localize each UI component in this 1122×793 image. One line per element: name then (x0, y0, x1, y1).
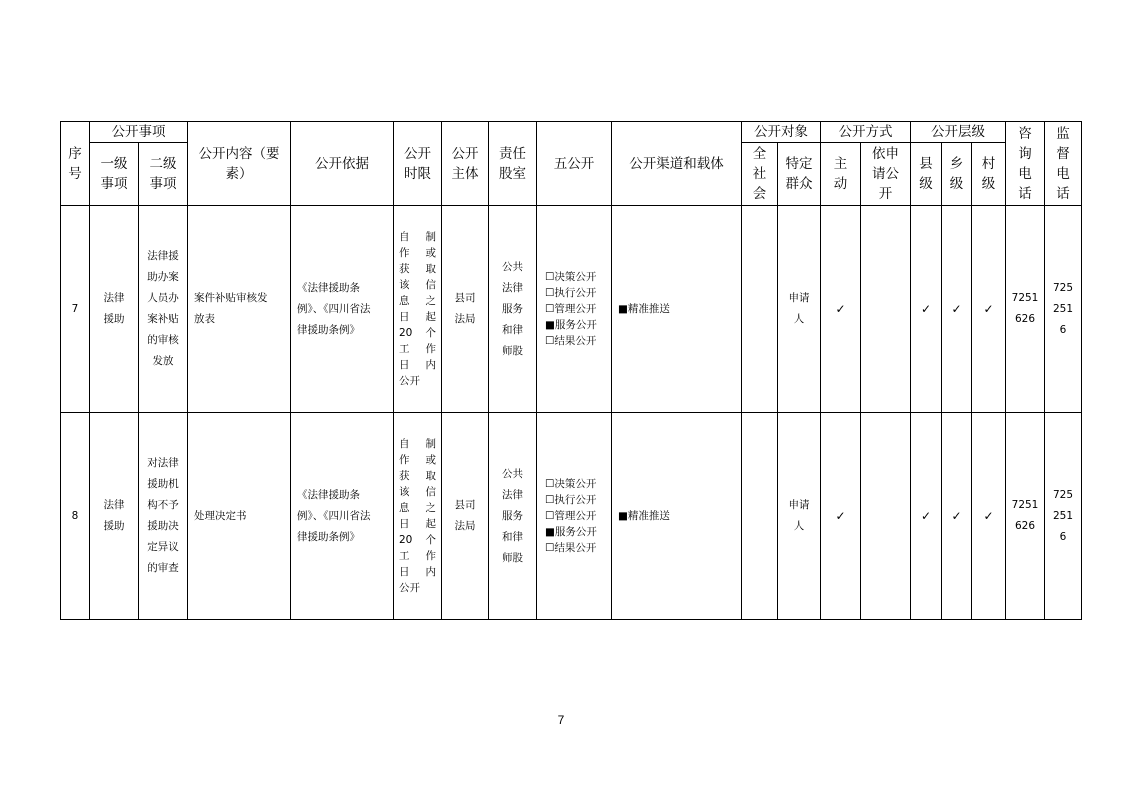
row-time-limit: 自 制 作 或 获 取 该 信 息 之 日 起 20 个 工 作 日 内 公开 (394, 206, 442, 413)
row-level1: 法律 援助 (90, 206, 139, 413)
row-five-open: ☐决策公开 ☐执行公开 ☐管理公开 ■服务公开 ☐结果公开 (537, 206, 612, 413)
row-consult-phone: 7251 626 (1006, 206, 1045, 413)
row-seq: 8 (61, 413, 90, 620)
header-township: 乡 级 (942, 143, 972, 206)
header-supervise-phone: 监 督 电 话 (1045, 122, 1082, 206)
row-dept: 公共 法律 服务 和律 师股 (489, 413, 537, 620)
disclosure-table (60, 121, 1082, 620)
row-basis: 《法律援助条 例》、《四川省法 律援助条例》 (291, 413, 394, 620)
row-county-check-icon: ✓ (911, 206, 942, 413)
row-whole-society (742, 206, 778, 413)
header-level2: 二级 事项 (139, 143, 188, 206)
row-level1: 法律 援助 (90, 413, 139, 620)
row-apply (861, 206, 911, 413)
table-row (61, 206, 1082, 413)
row-consult-phone: 7251 626 (1006, 413, 1045, 620)
header-group-level: 公开层级 (911, 122, 1006, 143)
header-group-target: 公开对象 (742, 122, 821, 143)
page-number: 7 (557, 713, 565, 727)
header-consult-phone: 咨 询 电 话 (1006, 122, 1045, 206)
row-seq: 7 (61, 206, 90, 413)
header-specific: 特定 群众 (778, 143, 821, 206)
header-subject: 公开 主体 (442, 122, 489, 206)
row-specific: 申请 人 (778, 413, 821, 620)
row-subject: 县司 法局 (442, 206, 489, 413)
row-township-check-icon: ✓ (942, 206, 972, 413)
row-level2: 法律援 助办案 人员办 案补贴 的审核 发放 (139, 206, 188, 413)
header-channel: 公开渠道和载体 (612, 122, 742, 206)
header-time-limit: 公开 时限 (394, 122, 442, 206)
header-whole-society: 全 社 会 (742, 143, 778, 206)
row-channel: ■精准推送 (612, 206, 742, 413)
row-dept: 公共 法律 服务 和律 师股 (489, 206, 537, 413)
row-whole-society (742, 413, 778, 620)
row-time-limit: 自 制 作 或 获 取 该 信 息 之 日 起 20 个 工 作 日 内 公开 (394, 413, 442, 620)
header-five-open: 五公开 (537, 122, 612, 206)
table-row (61, 413, 1082, 620)
row-active-check-icon: ✓ (821, 413, 861, 620)
header-basis: 公开依据 (291, 122, 394, 206)
header-dept: 责任 股室 (489, 122, 537, 206)
header-content: 公开内容（要 素） (188, 122, 291, 206)
header-level1: 一级 事项 (90, 143, 139, 206)
row-five-open: ☐决策公开 ☐执行公开 ☐管理公开 ■服务公开 ☐结果公开 (537, 413, 612, 620)
row-channel: ■精准推送 (612, 413, 742, 620)
row-basis: 《法律援助条 例》、《四川省法 律援助条例》 (291, 206, 394, 413)
row-level2: 对法律 援助机 构不予 援助决 定异议 的审查 (139, 413, 188, 620)
row-supervise-phone: 725 251 6 (1045, 206, 1082, 413)
row-village-check-icon: ✓ (972, 413, 1006, 620)
header-group-items: 公开事项 (90, 122, 188, 143)
row-content: 处理决定书 (188, 413, 291, 620)
row-content: 案件补贴审核发 放表 (188, 206, 291, 413)
header-seq: 序 号 (61, 122, 90, 206)
row-supervise-phone: 725 251 6 (1045, 413, 1082, 620)
row-active-check-icon: ✓ (821, 206, 861, 413)
header-group-method: 公开方式 (821, 122, 911, 143)
header-county: 县 级 (911, 143, 942, 206)
row-subject: 县司 法局 (442, 413, 489, 620)
header-apply: 依申 请公 开 (861, 143, 911, 206)
header-row-1 (61, 122, 1082, 143)
header-village: 村 级 (972, 143, 1006, 206)
row-township-check-icon: ✓ (942, 413, 972, 620)
row-apply (861, 413, 911, 620)
row-specific: 申请 人 (778, 206, 821, 413)
row-village-check-icon: ✓ (972, 206, 1006, 413)
header-active: 主 动 (821, 143, 861, 206)
row-county-check-icon: ✓ (911, 413, 942, 620)
